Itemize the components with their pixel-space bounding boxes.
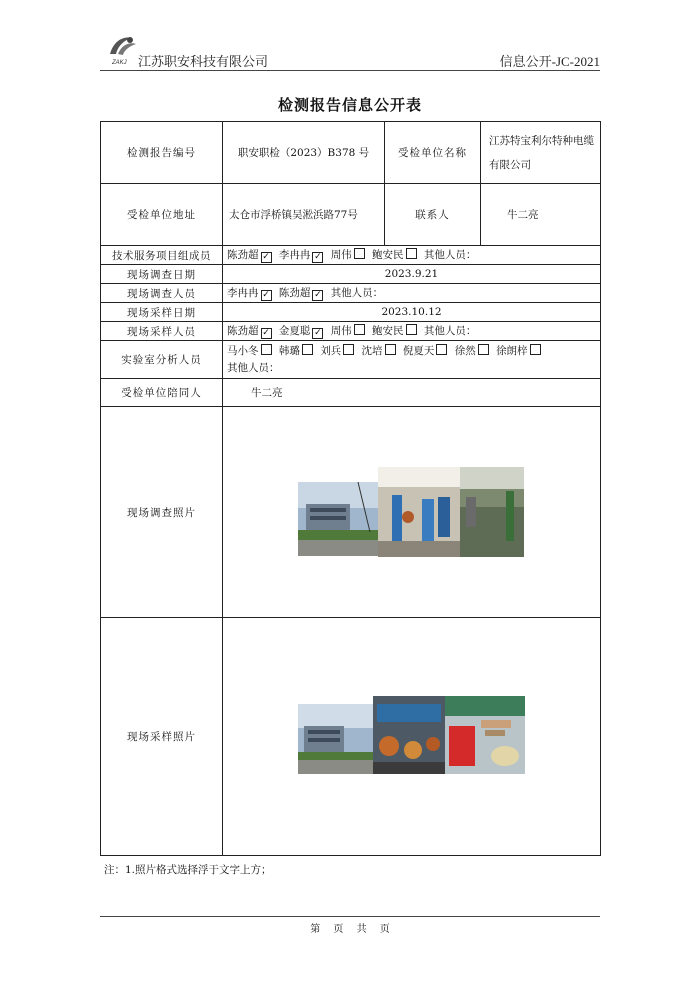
page-number: 第 页 共 页	[310, 924, 390, 935]
team-other: 其他人员：	[423, 249, 477, 261]
survey-photo-floor	[460, 467, 524, 557]
lab-staff-checkbox[interactable]	[261, 344, 272, 355]
survey-staff-member: 李冉冉 ✓	[227, 287, 270, 300]
row-escort	[101, 379, 601, 407]
sampling-photo-cables	[373, 696, 445, 774]
row-survey-date	[101, 265, 601, 284]
sampling-staff-member: 鲍安民	[372, 325, 421, 337]
team-member-checkbox[interactable]: ✓	[262, 252, 270, 262]
survey-other: 其他人员：	[330, 287, 384, 299]
survey-date-value: 2023.9.21	[223, 265, 601, 284]
lab-staff-checkbox[interactable]	[385, 344, 396, 355]
sampling-staff-checkbox[interactable]	[406, 324, 417, 335]
lab-staff-member: 马小冬	[227, 345, 276, 357]
lab-staff-member: 沈培	[362, 345, 400, 357]
contact-value: 牛二亮	[481, 184, 601, 246]
team-members	[223, 246, 601, 265]
sampling-photo-building	[298, 704, 373, 774]
row-report-no	[101, 122, 601, 184]
sampling-staff-checkbox[interactable]: ✓	[262, 328, 270, 338]
lab-staff-member: 刘兵	[320, 345, 358, 357]
survey-photos	[223, 407, 601, 618]
sampling-staff-checkbox[interactable]: ✓	[314, 328, 322, 338]
survey-photo-workshop	[378, 467, 460, 557]
survey-photos-label: 现场调查照片	[101, 407, 223, 618]
row-lab-staff	[101, 341, 601, 379]
page-title: 检测报告信息公开表	[277, 96, 422, 114]
survey-staff-checkbox[interactable]: ✓	[262, 290, 270, 300]
team-member-checkbox[interactable]	[354, 248, 365, 259]
sampling-staff-member: 周伟	[331, 325, 369, 337]
lab-staff-member: 倪夏天	[403, 345, 452, 357]
lab-staff-checkbox[interactable]	[530, 344, 541, 355]
logo-text: ZAKJ	[112, 60, 127, 66]
row-survey-photos	[101, 407, 601, 618]
survey-date-label: 现场调查日期	[101, 265, 223, 284]
team-member-checkbox[interactable]	[406, 248, 417, 259]
sampling-other: 其他人员：	[423, 325, 477, 337]
sampling-staff-checkbox[interactable]	[354, 324, 365, 335]
contact-label: 联系人	[385, 184, 481, 246]
header-divider	[100, 70, 600, 71]
row-address	[101, 184, 601, 246]
lab-staff-member: 徐朗梓	[496, 345, 545, 357]
sampling-photos-label: 现场采样照片	[101, 618, 223, 856]
report-no-label: 检测报告编号	[101, 122, 223, 184]
row-sampling-date	[101, 303, 601, 322]
client-label: 受检单位名称	[385, 122, 481, 184]
note-text: 注：1.照片格式选择浮于文字上方；	[104, 864, 272, 876]
lab-staff-checkbox[interactable]	[478, 344, 489, 355]
team-member-checkbox[interactable]: ✓	[314, 252, 322, 262]
row-survey-staff	[101, 284, 601, 303]
team-member: 鲍安民	[372, 249, 421, 261]
sampling-date-value: 2023.10.12	[223, 303, 601, 322]
row-team	[101, 246, 601, 265]
lab-staff-member: 徐然	[455, 345, 493, 357]
row-sampling-staff	[101, 322, 601, 341]
sampling-staff	[223, 322, 601, 341]
document-code: 信息公开-JC-2021	[499, 54, 600, 69]
report-no-value: 职安职检（2023）B378 号	[223, 122, 385, 184]
lab-staff	[223, 341, 601, 379]
survey-staff-label: 现场调查人员	[101, 284, 223, 303]
page-header	[100, 34, 600, 70]
sampling-staff-member: 陈劲超 ✓	[227, 325, 270, 338]
lab-staff-checkbox[interactable]	[302, 344, 313, 355]
team-label: 技术服务项目组成员	[101, 246, 223, 265]
team-member: 周伟	[331, 249, 369, 261]
address-value: 太仓市浮桥镇吴淞浜路77号	[223, 184, 385, 246]
footer-divider	[100, 916, 600, 917]
company-name: 江苏职安科技有限公司	[138, 55, 269, 70]
survey-staff	[223, 284, 601, 303]
sampling-staff-member: 金夏聪 ✓	[278, 325, 322, 338]
address-label: 受检单位地址	[101, 184, 223, 246]
lab-staff-label: 实验室分析人员	[101, 341, 223, 379]
team-member: 李冉冉 ✓	[278, 249, 322, 262]
sampling-photos	[223, 618, 601, 856]
row-sampling-photos	[101, 618, 601, 856]
escort-label: 受检单位陪同人	[101, 379, 223, 407]
survey-staff-member: 陈劲超 ✓	[278, 287, 322, 300]
lab-staff-checkbox[interactable]	[436, 344, 447, 355]
lab-staff-member: 韩璐	[279, 345, 317, 357]
escort-value: 牛二亮	[223, 379, 601, 407]
sampling-staff-label: 现场采样人员	[101, 322, 223, 341]
survey-photo-building	[298, 482, 378, 556]
info-table	[100, 121, 601, 856]
lab-other: 其他人员：	[227, 361, 280, 374]
team-member: 陈劲超 ✓	[227, 249, 270, 262]
client-value: 江苏特宝利尔特种电缆有限公司	[481, 122, 601, 184]
lab-staff-checkbox[interactable]	[343, 344, 354, 355]
sampling-photo-worker	[445, 696, 525, 774]
survey-staff-checkbox[interactable]: ✓	[314, 290, 322, 300]
sampling-date-label: 现场采样日期	[101, 303, 223, 322]
